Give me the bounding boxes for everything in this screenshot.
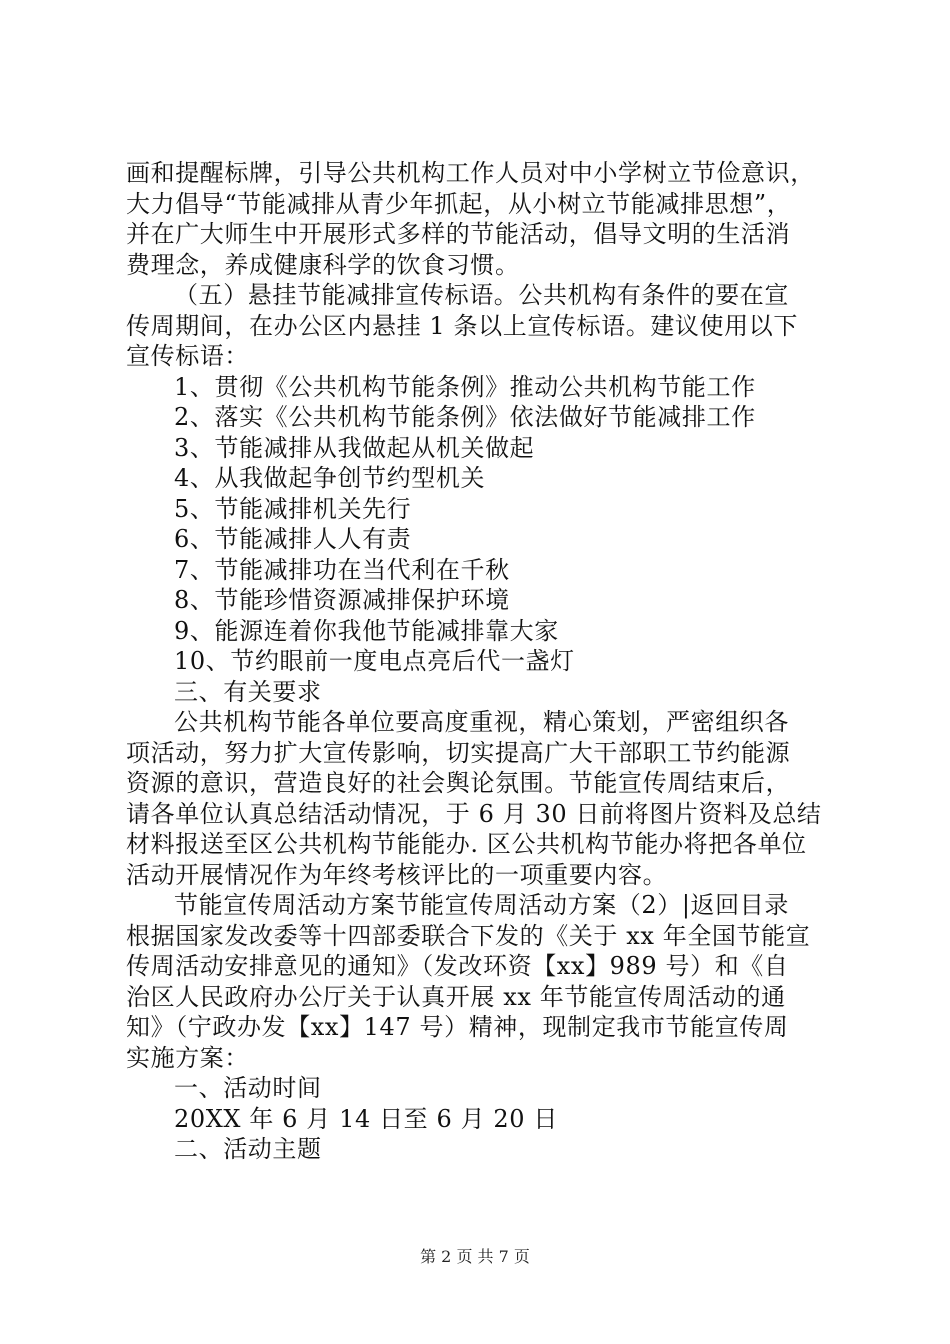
text-line: 2、落实《公共机构节能条例》依法做好节能减排工作 [174,403,756,431]
text-line: 活动开展情况作为年终考核评比的一项重要内容。 [126,860,668,889]
text-line: 4、从我做起争创节约型机关 [174,464,486,492]
text-line: 传周期间，在办公区内悬挂 1 条以上宣传标语。建议使用以下 [126,311,798,340]
text-line: 实施方案： [126,1043,249,1072]
text-line: 20XX 年 6 月 14 日至 6 月 20 日 [174,1104,558,1133]
text-line: 治区人民政府办公厅关于认真开展 xx 年节能宣传周活动的通 [126,982,786,1011]
text-line: 请各单位认真总结活动情况，于 6 月 30 日前将图片资料及总结 [126,799,822,828]
text-line: 画和提醒标牌，引导公共机构工作人员对中小学树立节俭意识， [126,159,815,187]
text-line: 10、节约眼前一度电点亮后代一盏灯 [174,647,575,675]
text-line: （五）悬挂节能减排宣传标语。公共机构有条件的要在宣 [174,281,789,309]
text-line: 公共机构节能各单位要高度重视，精心策划，严密组织各 [174,708,789,736]
text-line: 费理念，养成健康科学的饮食习惯。 [126,250,520,279]
text-line: 节能宣传周活动方案节能宣传周活动方案（2）|返回目录 [174,891,789,919]
text-line: 资源的意识，营造良好的社会舆论氛围。节能宣传周结束后， [126,769,791,797]
text-line: 一、活动时间 [174,1074,322,1102]
text-line: 8、节能珍惜资源减排保护环境 [174,586,510,614]
text-line: 宣传标语： [126,342,249,370]
text-line: 6、节能减排人人有责 [174,525,412,553]
text-line: 项活动，努力扩大宣传影响，切实提高广大干部职工节约能源 [126,738,791,767]
text-line: 传周活动安排意见的通知》（发改环资【xx】989 号）和《自 [126,952,789,980]
text-line: 5、节能减排机关先行 [174,494,412,523]
text-line: 并在广大师生中开展形式多样的节能活动，倡导文明的生活消 [126,220,791,248]
page-footer: 第 2 页 共 7 页 [420,1247,530,1266]
text-line: 材料报送至区公共机构节能能办. 区公共机构节能办将把各单位 [126,830,807,858]
text-line: 9、能源连着你我他节能减排靠大家 [174,616,559,645]
text-line: 大力倡导“节能减排从青少年抓起，从小树立节能减排思想”， [126,189,792,218]
text-line: 7、节能减排功在当代利在千秋 [174,555,510,584]
document-body [126,158,838,1165]
text-line: 知》（宁政办发【xx】147 号）精神，现制定我市节能宣传周 [126,1013,789,1041]
text-line: 二、活动主题 [174,1135,322,1163]
text-line: 3、节能减排从我做起从机关做起 [174,433,535,462]
text-line: 三、有关要求 [174,677,322,706]
text-line: 1、贯彻《公共机构节能条例》推动公共机构节能工作 [174,372,756,401]
text-line: 根据国家发改委等十四部委联合下发的《关于 xx 年全国节能宣 [126,921,811,950]
